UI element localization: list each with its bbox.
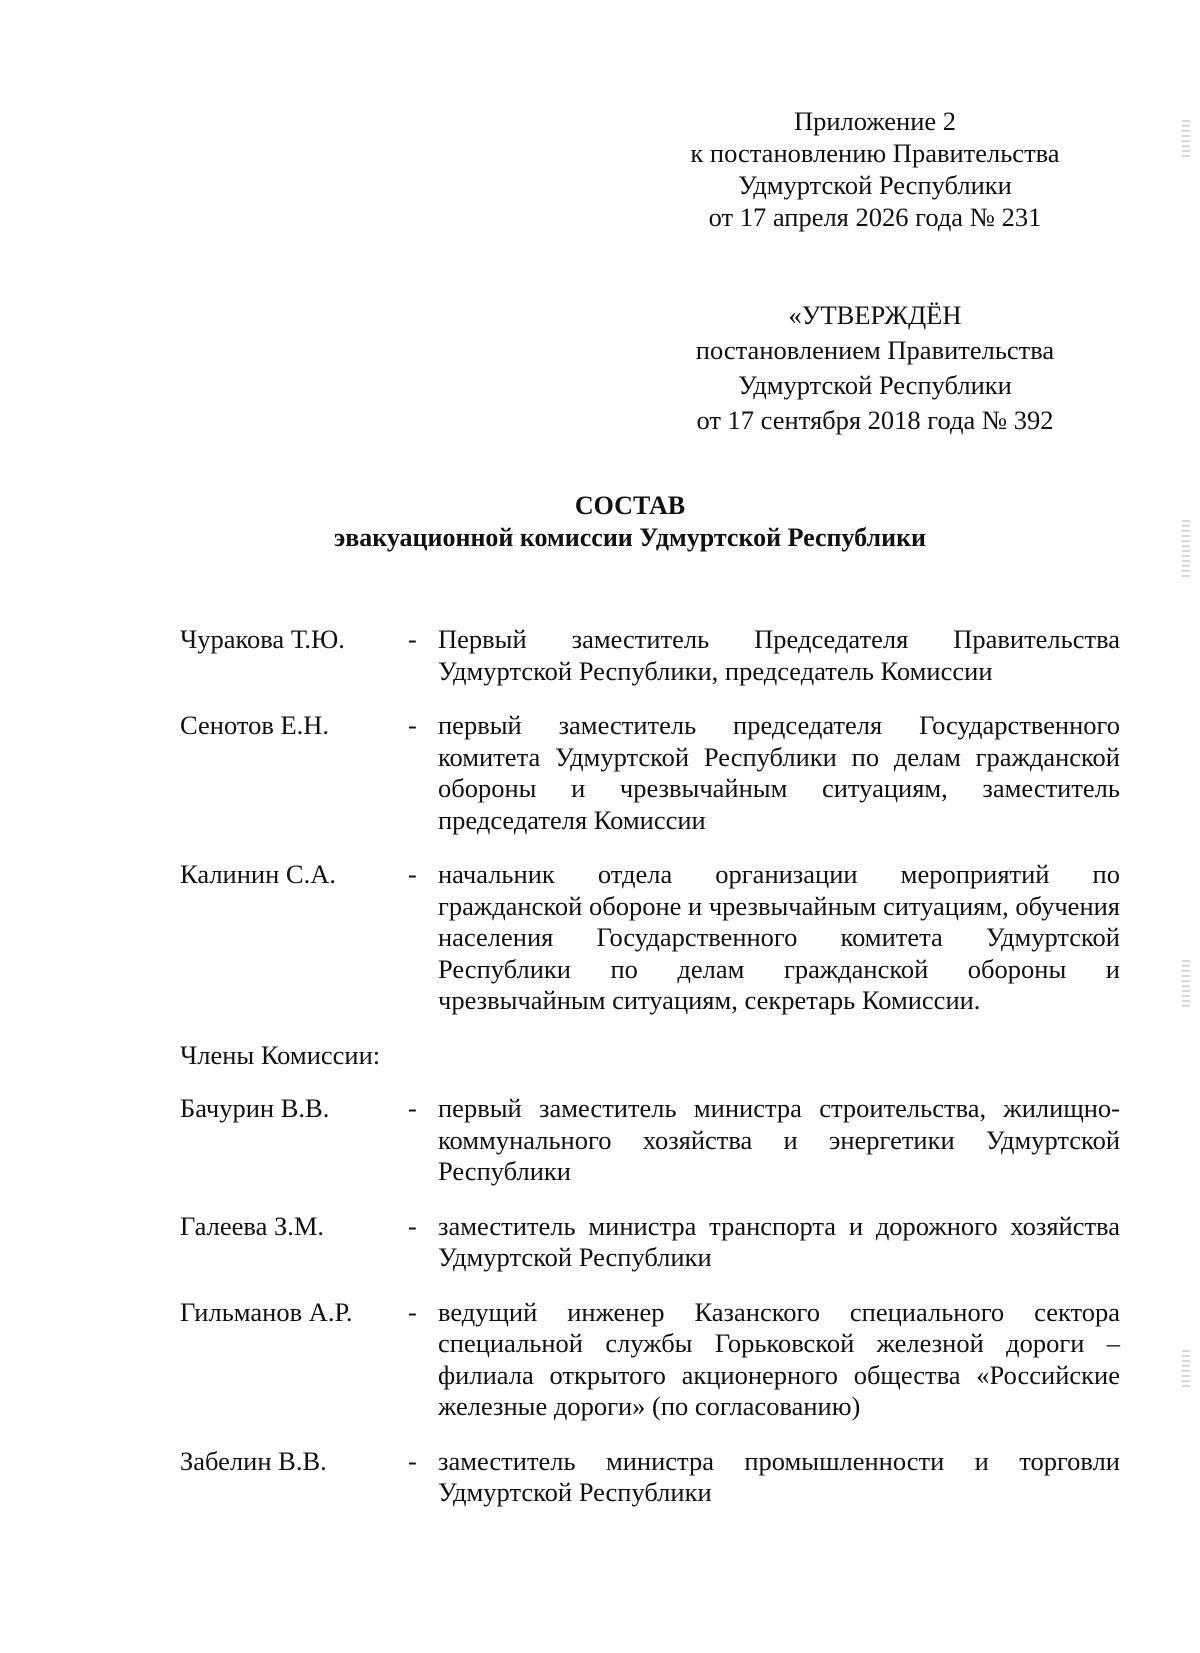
member-name: Забелин В.В. bbox=[180, 1445, 327, 1476]
member-dash: - bbox=[408, 1210, 417, 1241]
approval-line: Удмуртской Республики bbox=[738, 370, 1012, 400]
member-name: Гильманов А.Р. bbox=[180, 1296, 353, 1327]
member-role: первый заместитель председателя Государственного комитета Удмуртской Республики по делам гражданской обороны и чрезвычайным ситуациям, заместитель председателя Комиссии bbox=[438, 710, 1120, 835]
member-role: Первый заместитель Председателя Правительства Удмуртской Республики, председатель Комиссии bbox=[438, 624, 1120, 686]
list-item bbox=[180, 1093, 1130, 1188]
heading-subtitle: эвакуационной комиссии Удмуртской Республики bbox=[333, 523, 927, 552]
member-name: Калинин С.А. bbox=[180, 859, 336, 889]
member-dash: - bbox=[408, 1296, 417, 1327]
approval-line: «УТВЕРЖДЁН bbox=[788, 300, 962, 330]
appendix-line: к постановлению Правительства bbox=[690, 138, 1060, 168]
scan-artifact bbox=[1182, 960, 1190, 1010]
scan-artifact bbox=[1182, 1350, 1190, 1390]
member-role: начальник отдела организации мероприятий по гражданской обороне и чрезвычайным ситуациям, обучения населения Государственного комитета Удмуртской Республики по делам гражданской обороны и чрезвычайным ситуациям, секретарь Комиссии. bbox=[438, 859, 1120, 1015]
member-name: Сенотов Е.Н. bbox=[180, 710, 330, 740]
member-name: Бачурин В.В. bbox=[180, 1093, 330, 1123]
list-item bbox=[180, 624, 1130, 687]
document-heading bbox=[180, 490, 1080, 554]
list-item bbox=[180, 710, 1130, 836]
member-dash: - bbox=[408, 624, 417, 654]
appendix-line: от 17 апреля 2026 года № 231 bbox=[708, 202, 1042, 232]
member-name: Чуракова Т.Ю. bbox=[180, 624, 345, 654]
member-dash: - bbox=[408, 859, 417, 889]
members-label: Члены Комиссии: bbox=[180, 1039, 381, 1070]
member-role: заместитель министра промышленности и торговли Удмуртской Республики bbox=[438, 1445, 1120, 1507]
member-name: Галеева З.М. bbox=[180, 1210, 325, 1241]
member-dash: - bbox=[408, 1093, 417, 1123]
list-item bbox=[180, 859, 1130, 1017]
member-dash: - bbox=[408, 1445, 417, 1476]
scan-artifact bbox=[1182, 520, 1190, 580]
appendix-line: Приложение 2 bbox=[793, 106, 957, 136]
approval-line: от 17 сентября 2018 года № 392 bbox=[696, 405, 1054, 435]
member-role: заместитель министра транспорта и дорожного хозяйства Удмуртской Республики bbox=[438, 1210, 1120, 1272]
appendix-line: Удмуртской Республики bbox=[738, 170, 1012, 200]
list-item bbox=[180, 1211, 1130, 1274]
member-role: ведущий инженер Казанского специального сектора специальной службы Горьковской железной дороги – филиала открытого акционерного общества «Российские железные дороги» (по согласованию) bbox=[438, 1296, 1120, 1421]
list-item bbox=[180, 1446, 1130, 1509]
scan-artifact bbox=[1182, 120, 1190, 160]
appendix-block bbox=[640, 105, 1110, 233]
member-role: первый заместитель министра строительства, жилищно-коммунального хозяйства и энергетики Удмуртской Республики bbox=[438, 1093, 1120, 1186]
commission-list bbox=[180, 624, 1130, 1532]
heading-title: СОСТАВ bbox=[574, 491, 686, 520]
approval-line: постановлением Правительства bbox=[695, 335, 1055, 365]
member-dash: - bbox=[408, 710, 417, 740]
list-item bbox=[180, 1297, 1130, 1423]
approval-block bbox=[640, 298, 1110, 438]
